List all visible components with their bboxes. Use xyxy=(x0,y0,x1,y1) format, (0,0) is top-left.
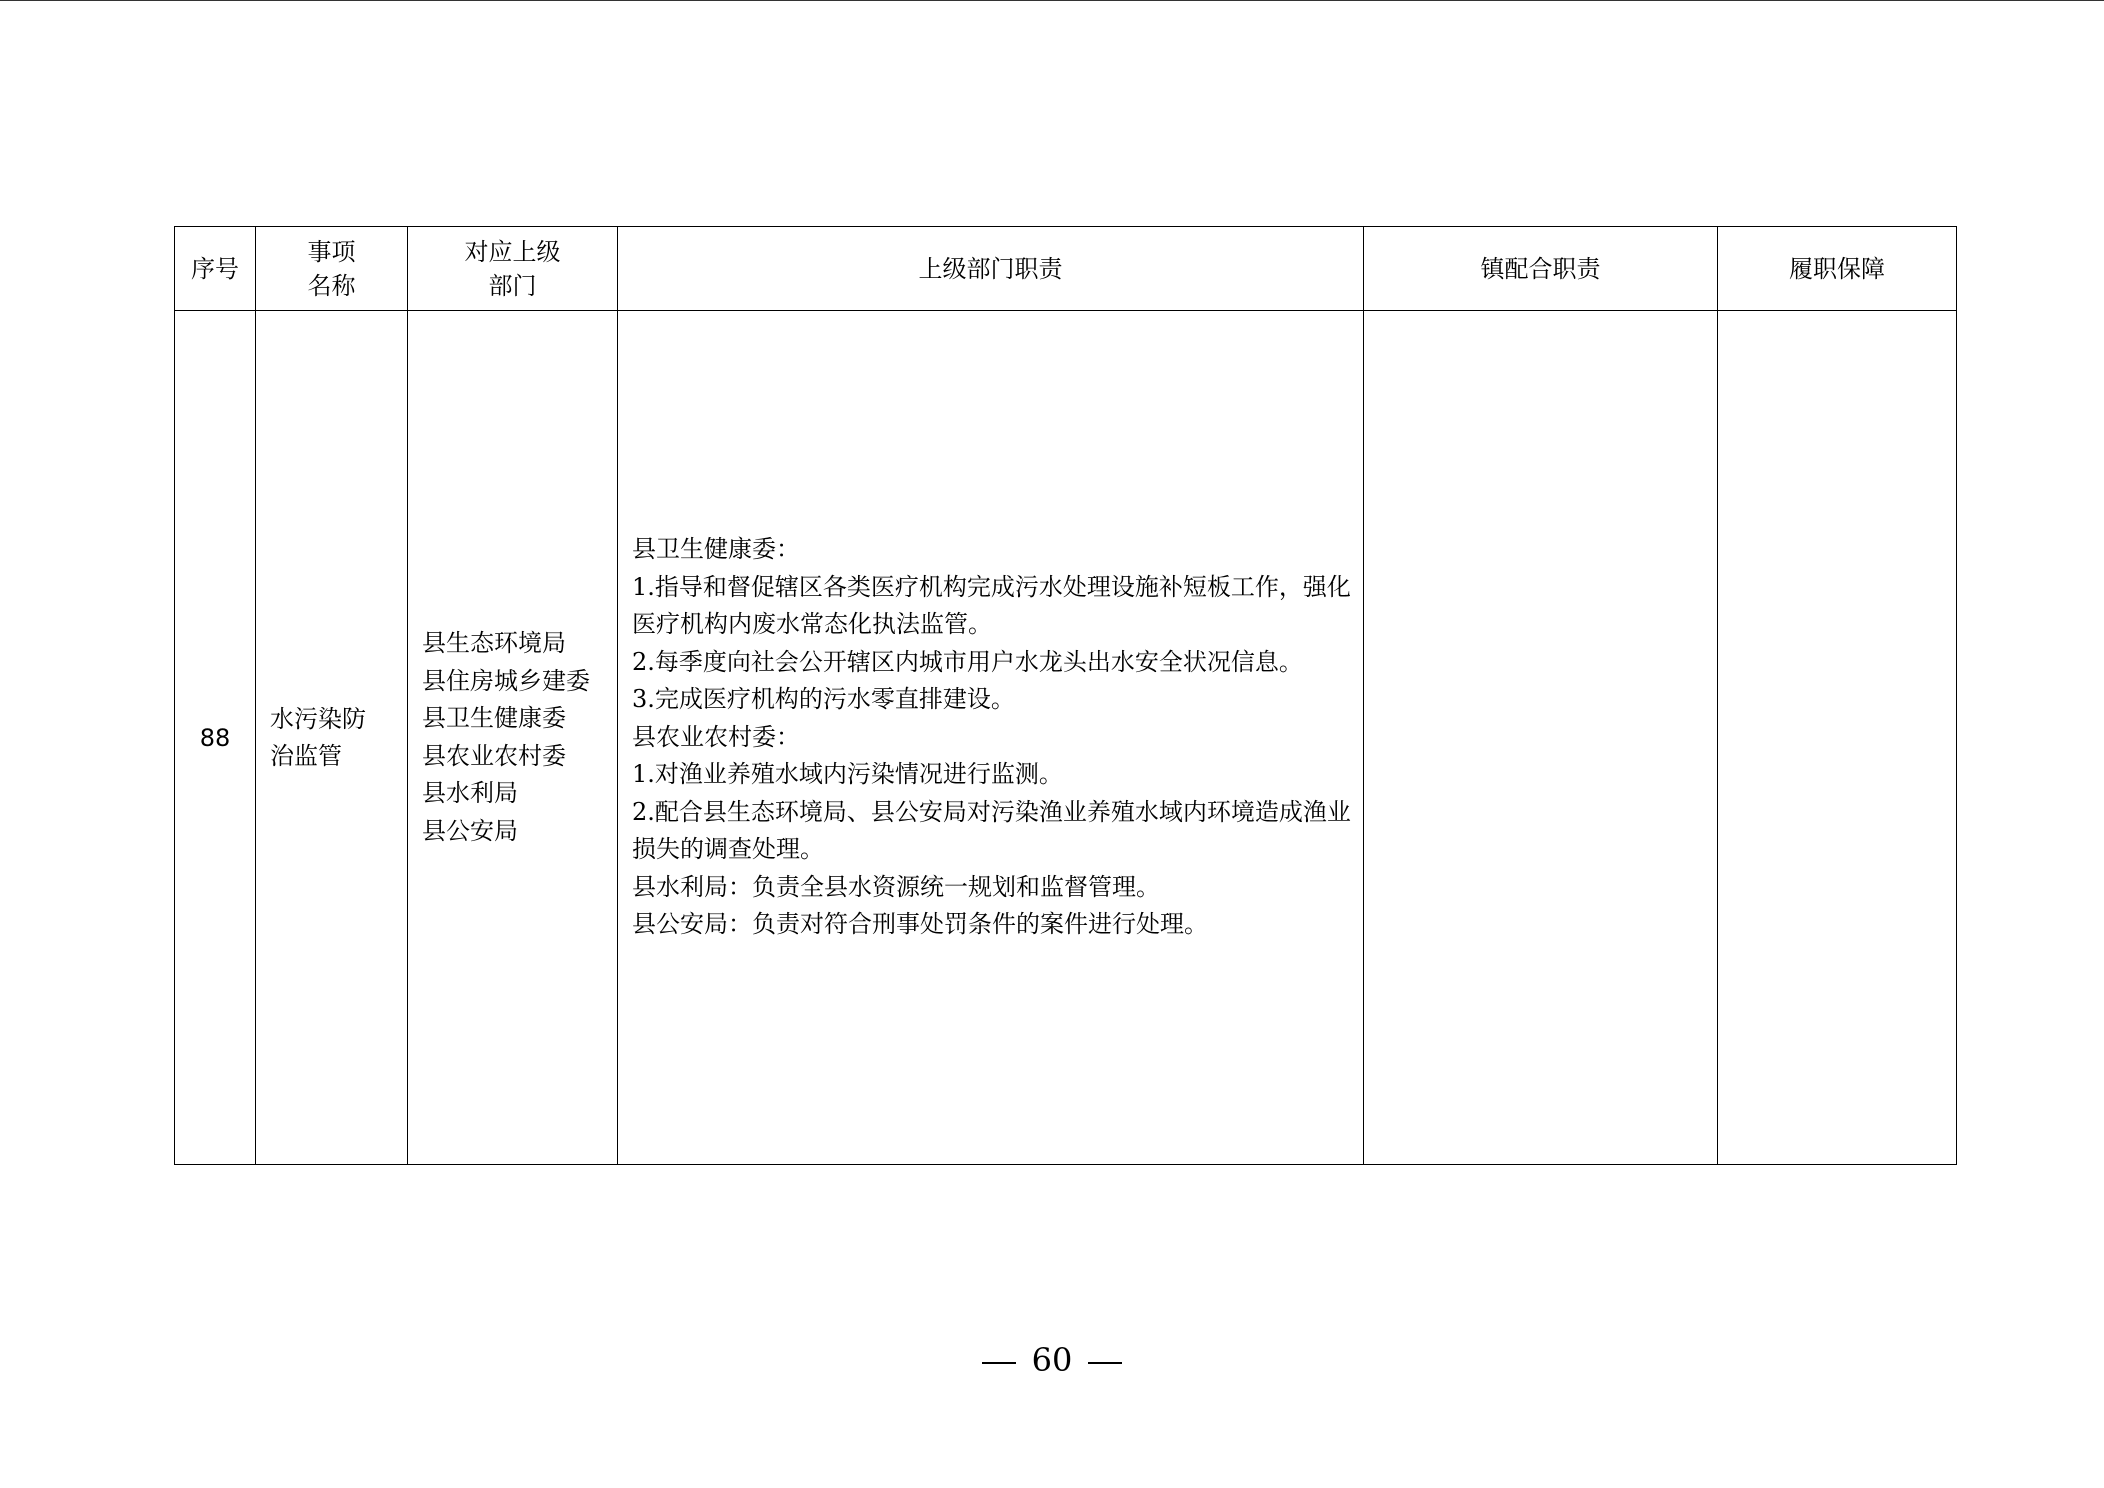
duty-line: 3.完成医疗机构的污水零直排建设。 xyxy=(632,685,1015,714)
duty-line: 1.指导和督促辖区各类医疗机构完成污水处理设施补短板工作，强化医疗机构内废水常态化执法监管。 xyxy=(632,572,1351,639)
responsibility-table xyxy=(174,226,1957,1165)
duty-line: 县卫生健康委： xyxy=(632,535,800,564)
row-guarantee xyxy=(1718,311,1957,1165)
duty-line: 2.每季度向社会公开辖区内城市用户水龙头出水安全状况信息。 xyxy=(632,647,1303,676)
header-upper-duty: 上级部门职责 xyxy=(618,227,1364,311)
department-item: 县水利局 xyxy=(422,779,518,807)
department-item: 县卫生健康委 xyxy=(422,704,566,732)
page-number: 60 xyxy=(1031,1341,1073,1379)
row-seq: 88 xyxy=(175,311,256,1165)
duty-line: 县水利局：负责全县水资源统一规划和监督管理。 xyxy=(632,872,1160,901)
duty-line: 县农业农村委： xyxy=(632,722,800,751)
table-header-row xyxy=(175,227,1957,311)
table-row xyxy=(175,311,1957,1165)
top-border-line xyxy=(0,0,2104,1)
row-town-duty xyxy=(1364,311,1718,1165)
header-guarantee: 履职保障 xyxy=(1718,227,1957,311)
row-departments xyxy=(408,311,618,1165)
row-item-name: 水污染防 治监管 xyxy=(256,311,408,1165)
header-item-name: 事项 名称 xyxy=(256,227,408,311)
row-upper-duty xyxy=(618,311,1364,1165)
page-footer xyxy=(0,1338,2104,1382)
department-item: 县住房城乡建委 xyxy=(422,666,590,695)
duty-line: 2.配合县生态环境局、县公安局对污染渔业养殖水域内环境造成渔业损失的调查处理。 xyxy=(632,797,1351,864)
department-item: 县生态环境局 xyxy=(422,629,566,657)
duty-line: 1.对渔业养殖水域内污染情况进行监测。 xyxy=(632,760,1063,789)
header-town-duty: 镇配合职责 xyxy=(1364,227,1718,311)
duty-line: 县公安局：负责对符合刑事处罚条件的案件进行处理。 xyxy=(632,910,1208,939)
dash-left xyxy=(982,1362,1016,1364)
department-item: 县公安局 xyxy=(422,816,518,845)
header-seq: 序号 xyxy=(175,227,256,311)
header-upper-department: 对应上级 部门 xyxy=(408,227,618,311)
department-item: 县农业农村委 xyxy=(422,741,566,770)
dash-right xyxy=(1088,1362,1122,1364)
